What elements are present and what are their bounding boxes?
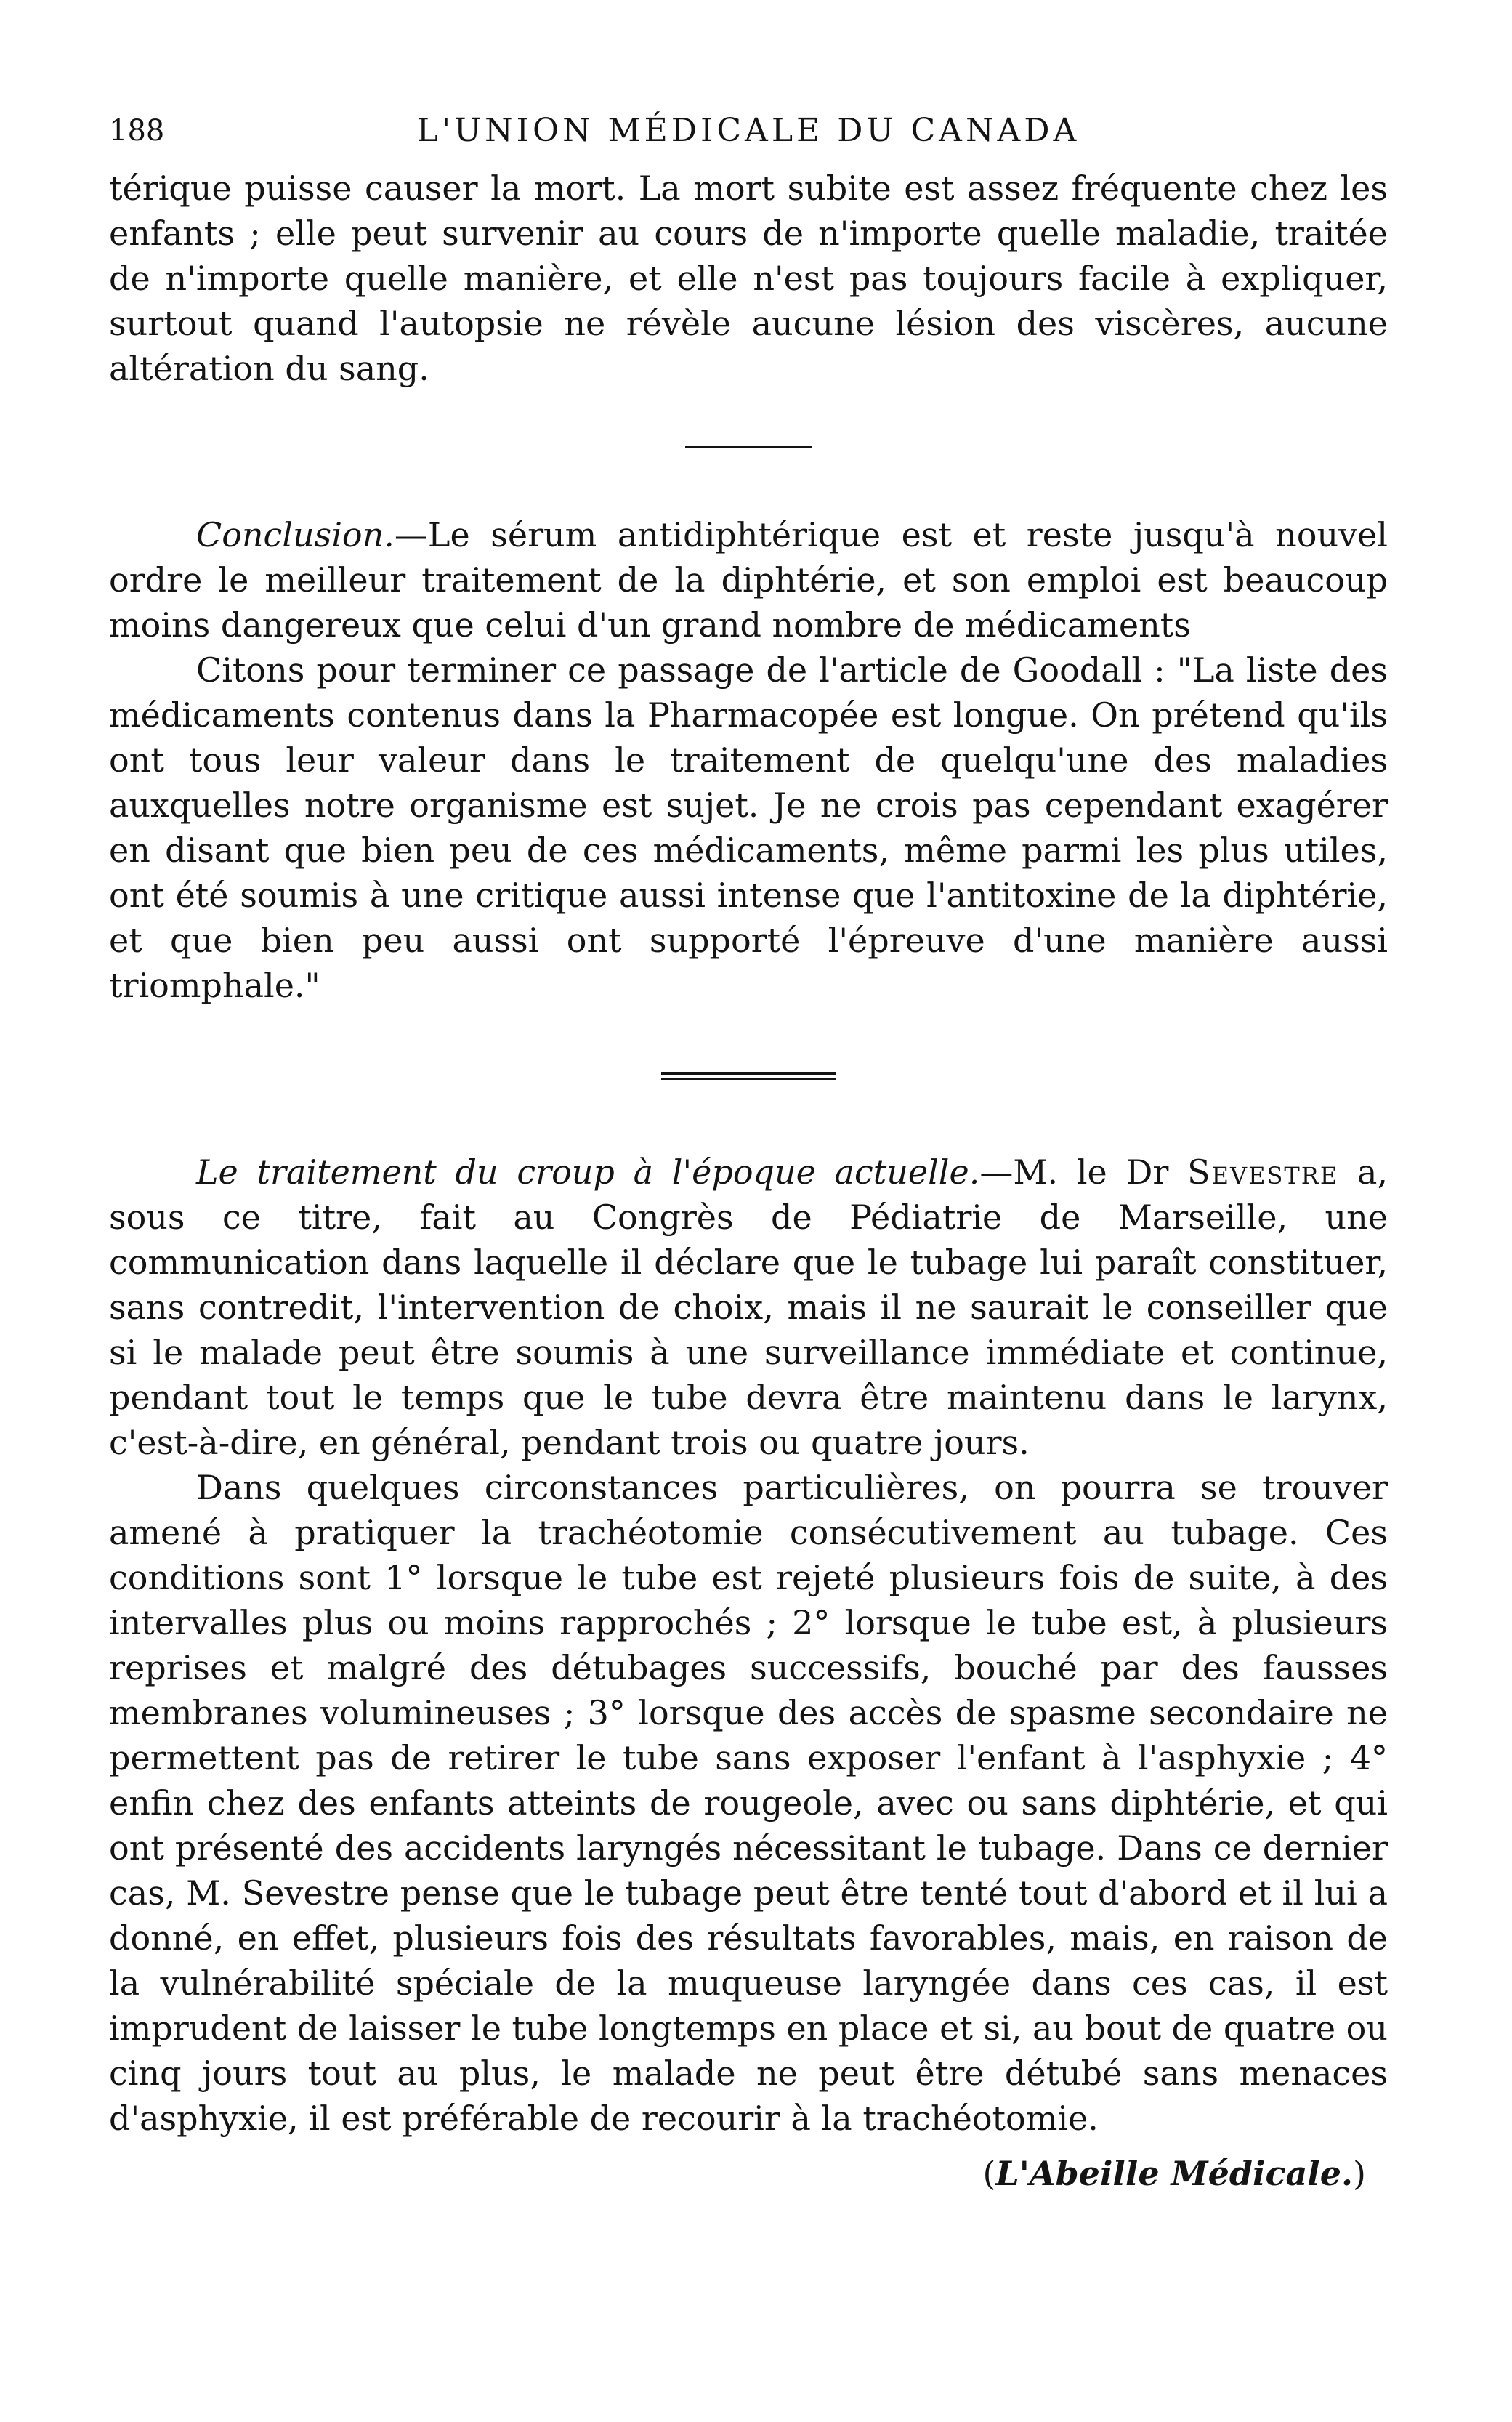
conclusion-label: Conclusion. bbox=[196, 515, 395, 554]
document-page bbox=[109, 102, 1388, 2196]
article-text: a, sous ce titre, fait au Congrès de Pédiatrie de Marseille, une communication dans laquelle il déclare que le tubage lui paraît constituer, sans contredit, l'intervention de choix, mais il ne saurait le conseiller que si le malade peut être soumis à une surveillance immédiate et continue, pendant tout le temps que le tube devra être maintenu dans le larynx, c'est-à-dire, en général, pendant trois ou quatre jours. bbox=[109, 1153, 1388, 1462]
source-name: L'Abeille Médicale. bbox=[995, 2154, 1354, 2193]
citation-paragraph: Citons pour terminer ce passage de l'article de Goodall : "La liste des médicaments contenus dans la Pharmacopée est longue. On prétend qu'ils ont tous leur valeur dans le traitement de quelqu'une des maladies auxquelles notre organisme est sujet. Je ne crois pas cependant exagérer en disant que bien peu de ces médicaments, même parmi les plus utiles, ont été soumis à une critique aussi intense que l'antitoxine de la diphtérie, et que bien peu aussi ont supporté l'épreuve d'une manière aussi triomphale." bbox=[109, 650, 1388, 1005]
source-citation: (L'Abeille Médicale.) bbox=[982, 2154, 1366, 2193]
article-divider bbox=[661, 1072, 836, 1080]
circumstances-paragraph: Dans quelques circonstances particulières, on pourra se trouver amené à pratiquer la trachéotomie consécutivement au tubage. Ces conditions sont 1° lorsque le tube est rejeté plusieurs fois de suite, à des intervalles plus ou moins rapprochés ; 2° lorsque le tube est, à plusieurs reprises et malgré des détubages successifs, bouché par des fausses membranes volumineuses ; 3° lorsque des accès de spasme secondaire ne permettent pas de retirer le tube sans exposer l'enfant à l'asphyxie ; 4° enfin chez des enfants atteints de rougeole, avec ou sans diphtérie, et qui ont présenté des accidents laryngés nécessitant le tubage. Dans ce dernier cas, M. Sevestre pense que le tubage peut être tenté tout d'abord et il lui a donné, en effet, plusieurs fois des résultats favorables, mais, en raison de la vulnérabilité spéciale de la muqueuse laryngée dans ces cas, il est imprudent de laisser le tube longtemps en place et si, au bout de quatre ou cinq jours tout au plus, le malade ne peut être détubé sans menaces d'asphyxie, il est préférable de recourir à la trachéotomie. bbox=[109, 1468, 1388, 2138]
page-header bbox=[109, 102, 1388, 160]
section-divider bbox=[685, 446, 812, 448]
running-title: L'UNION MÉDICALE DU CANADA bbox=[416, 112, 1080, 149]
continuation-paragraph: térique puisse causer la mort. La mort subite est assez fréquente chez les enfants ; elle peut survenir au cours de n'importe quelle maladie, traitée de n'importe quelle manière, et elle n'est pas toujours facile à expliquer, surtout quand l'autopsie ne révèle aucune lésion des viscères, aucune altération du sang. bbox=[109, 169, 1388, 388]
article-title: Le traitement du croup à l'époque actuelle. bbox=[196, 1153, 980, 1192]
article-byline-dash: —M. le Dr bbox=[979, 1153, 1188, 1192]
author-name: Sevestre bbox=[1187, 1153, 1339, 1192]
conclusion-text: —Le sérum antidiphtérique est et reste jusqu'à nouvel ordre le meilleur traitement de la diphtérie, et son emploi est beaucoup moins dangereux que celui d'un grand nombre de médicaments bbox=[109, 515, 1388, 645]
page-number: 188 bbox=[109, 114, 165, 148]
croup-article-paragraph bbox=[109, 1150, 1388, 1465]
conclusion-paragraph bbox=[109, 512, 1388, 647]
